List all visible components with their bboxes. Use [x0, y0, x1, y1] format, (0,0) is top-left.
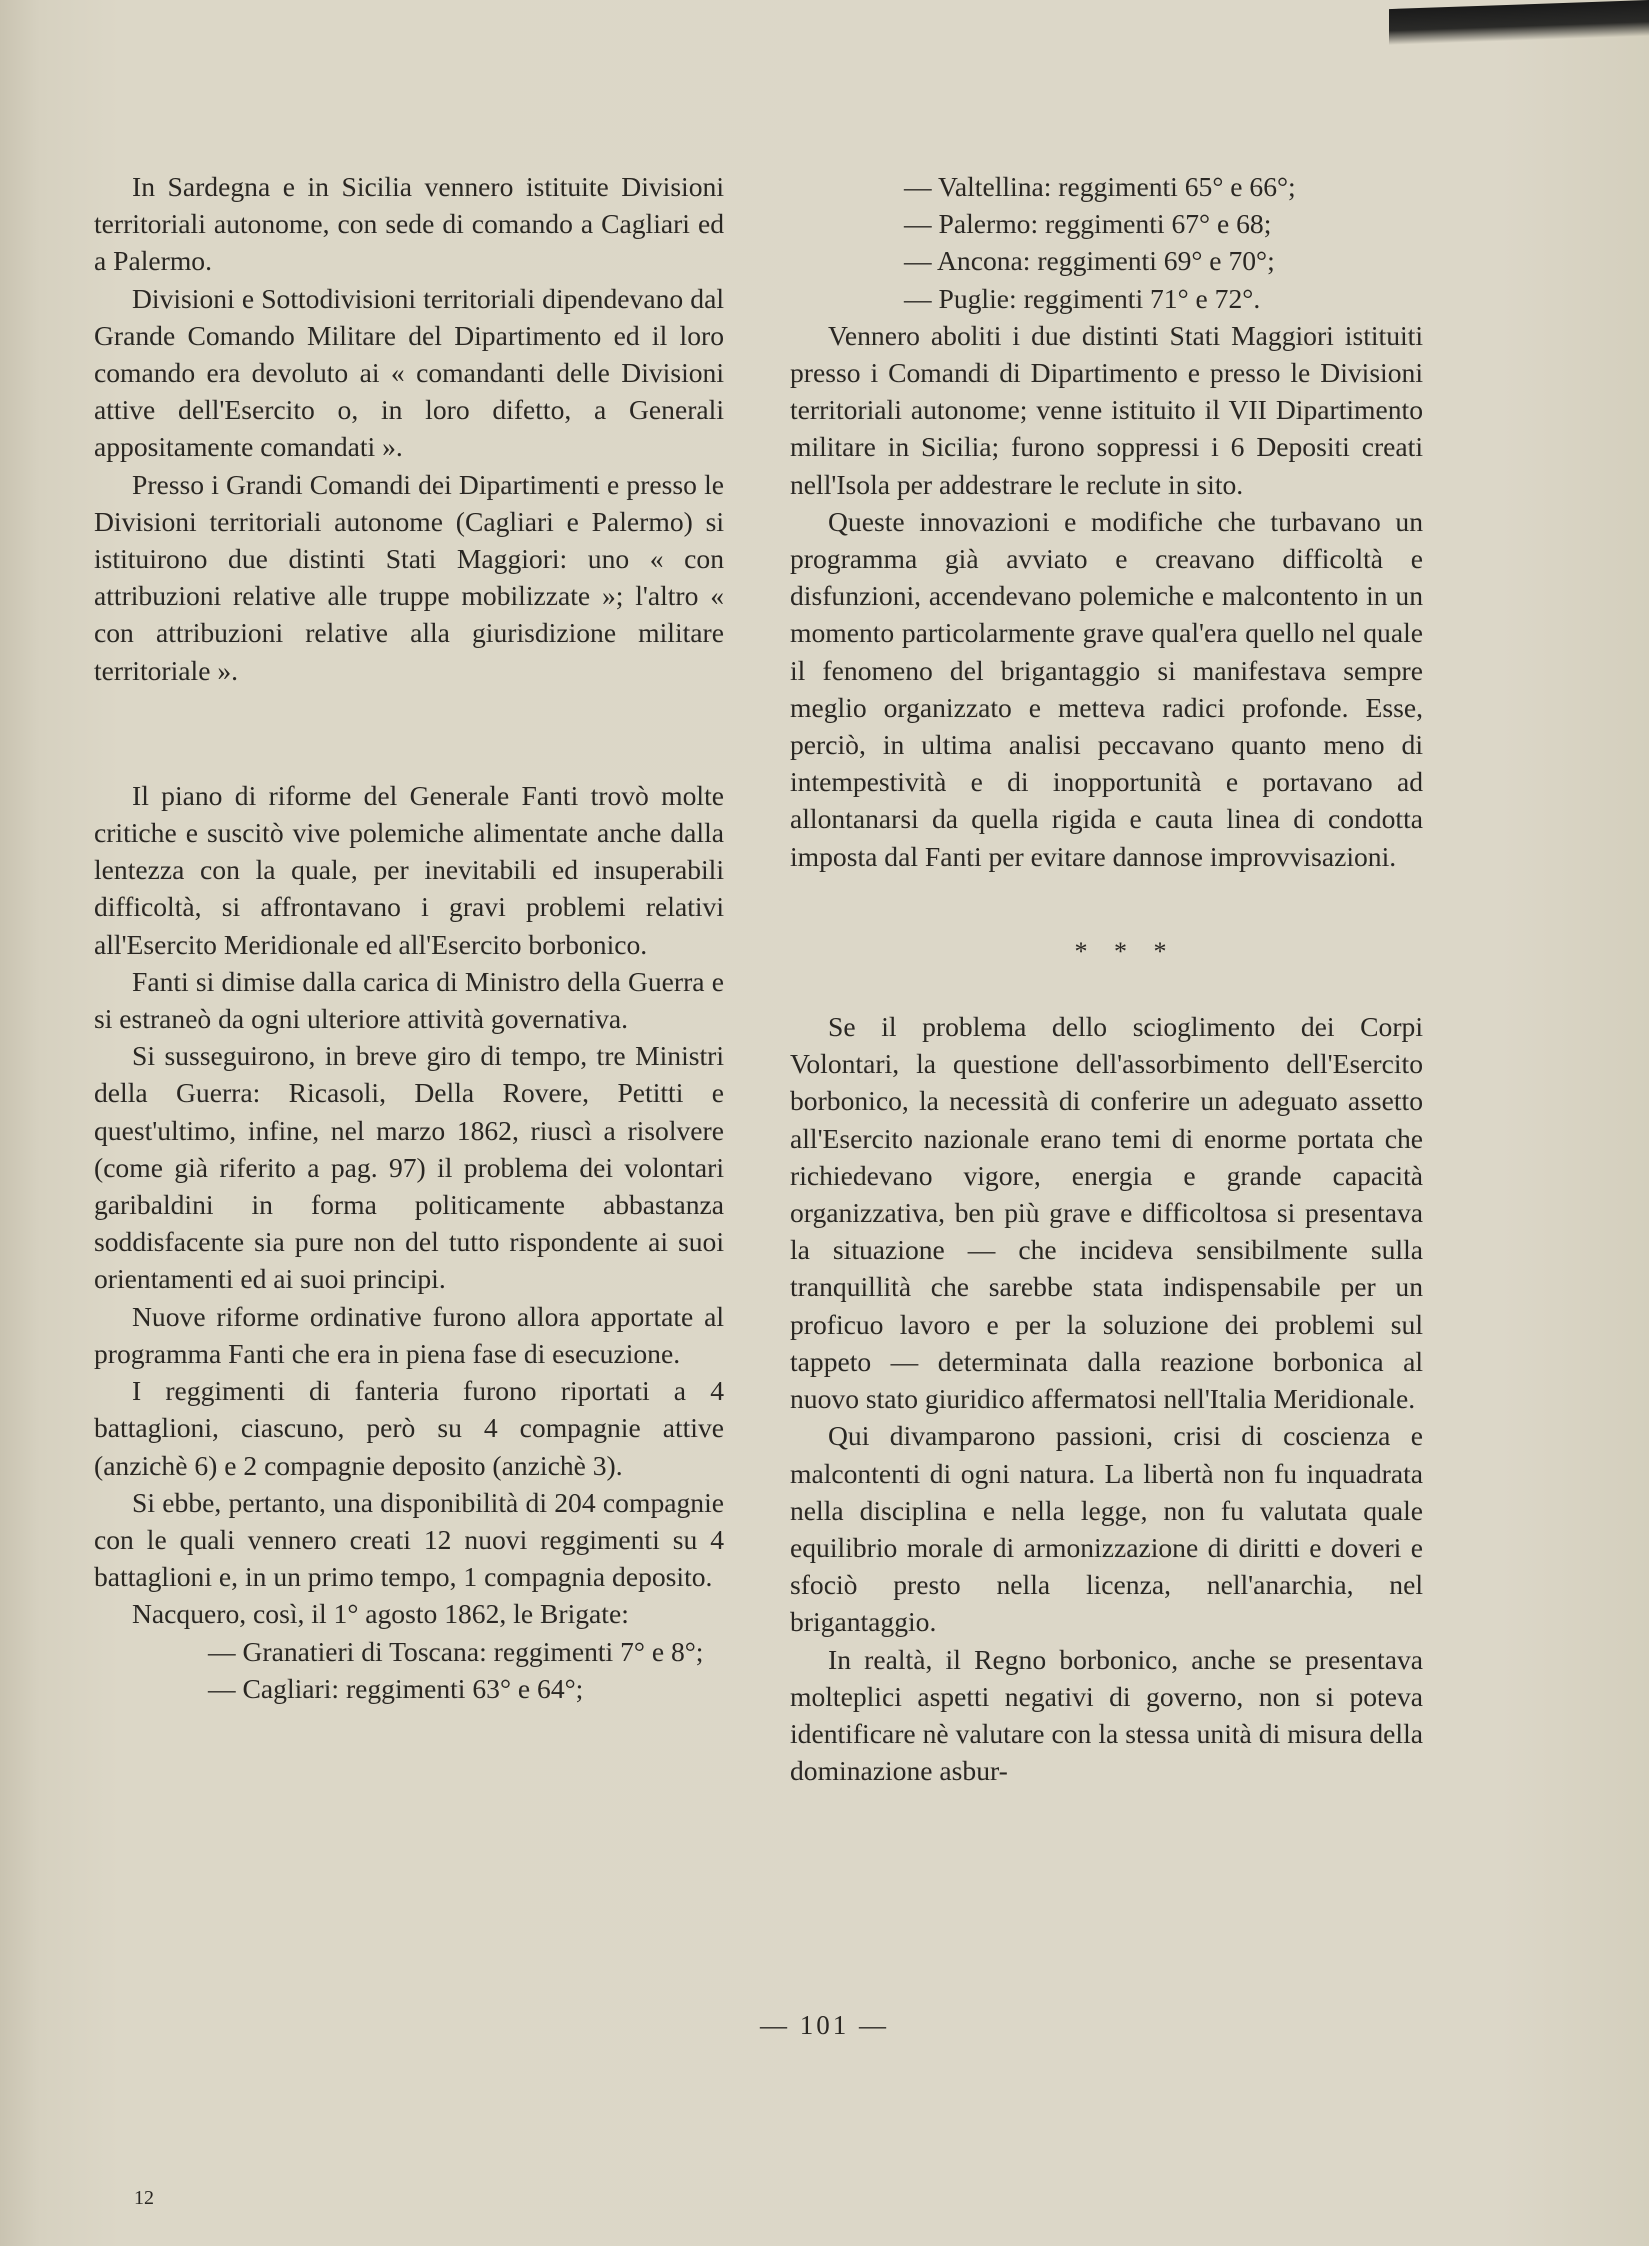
- paragraph: In realtà, il Regno borbonico, anche se presentava molteplici aspetti negativi di governo, non si poteva identificare nè valutare con la stessa unità di misura della dominazione asbur-: [790, 1643, 1423, 1787]
- paragraph: Se il problema dello scioglimento dei Corpi Volontari, la questione dell'assorbimento dell'Esercito borbonico, la necessità di conferire un adeguato assetto all'Esercito nazionale erano temi di enorme portata che richiedevano vigore, energia e grande capacità organizzativa, ben più grave e difficoltosa si presentava la situazione — che incideva sensibilmente sulla tranquillità che sarebbe stata indispensabile per un proficuo lavoro e per la soluzione dei problemi sul tappeto — determinata dalla reazione borbonica al nuovo stato giuridico affermatosi nell'Italia Meridionale.: [790, 1011, 1423, 1415]
- section-gap: [790, 970, 1423, 1008]
- paragraph: Si ebbe, pertanto, una disponibilità di 204 compagnie con le quali vennero creati 12 nuovi reggimenti su 4 battaglioni e, in un primo tempo, 1 compagnia deposito.: [94, 1486, 724, 1593]
- signature-mark: 12: [134, 2187, 154, 2209]
- brigade-list-item: — Puglie: reggimenti 71° e 72°.: [904, 282, 1261, 314]
- brigade-list-item: — Palermo: reggimenti 67° e 68;: [904, 208, 1272, 240]
- right-column: [790, 168, 1423, 1789]
- brigade-list-item: — Valtellina: reggimenti 65° e 66°;: [904, 171, 1296, 202]
- paragraph: Divisioni e Sottodivisioni territoriali dipendevano dal Grande Comando Militare del Dipartimento ed il loro comando era devoluto ai « comandanti delle Divisioni attive dell'Esercito o, in loro difetto, a Generali appositamente comandati ».: [94, 282, 724, 463]
- paragraph: Si susseguirono, in breve giro di tempo, tre Ministri della Guerra: Ricasoli, Della Rovere, Petitti e quest'ultimo, infine, nel marzo 1862, riuscì a risolvere (come già riferito a pag. 97) il problema dei volontari garibaldini in forma politicamente abbastanza soddisfacente sia pure non del tutto rispondente ai suoi orientamenti ed ai suoi principi.: [94, 1040, 724, 1295]
- brigade-list-item: — Granatieri di Toscana: reggimenti 7° e 8°;: [208, 1635, 704, 1667]
- page-corner-shadow: [1389, 0, 1649, 45]
- paragraph: Nacquero, così, il 1° agosto 1862, le Brigate:: [132, 1598, 629, 1630]
- brigade-list-item: — Cagliari: reggimenti 63° e 64°;: [208, 1672, 584, 1704]
- paragraph: Il piano di riforme del Generale Fanti trovò molte critiche e suscitò vive polemiche alimentate anche dalla lentezza con la quale, per inevitabili ed insuperabili difficoltà, si affrontavano i gravi problemi relativi all'Esercito Meridionale ed all'Esercito borbonico.: [94, 779, 724, 960]
- paragraph: Fanti si dimise dalla carica di Ministro della Guerra e si estraneò da ogni ulteriore attività governativa.: [94, 965, 724, 1035]
- left-column: [94, 168, 724, 1707]
- page-number: — 101 —: [760, 2010, 889, 2040]
- paragraph: Presso i Grandi Comandi dei Dipartimenti e presso le Divisioni territoriali autonome (Cagliari e Palermo) si istituirono due distinti Stati Maggiori: uno « con attribuzioni relative alle truppe mobilizzate »; l'altro « con attribuzioni relative alla giurisdizione militare territoriale ».: [94, 468, 724, 686]
- paragraph: Nuove riforme ordinative furono allora apportate al programma Fanti che era in piena fase di esecuzione.: [94, 1300, 724, 1369]
- paragraph: Queste innovazioni e modifiche che turbavano un programma già avviato e creavano difficoltà e disfunzioni, accendevano polemiche e malcontento in un momento particolarmente grave qual'era quello nel quale il fenomeno del brigantaggio si manifestava sempre meglio organizzato e metteva radici profonde. Esse, perciò, in ultima analisi peccavano quanto meno di intempestività e di inopportunità e portavano ad allontanarsi da quella rigida e cauta linea di condotta imposta dal Fanti per evitare dannose improvvisazioni.: [790, 505, 1423, 872]
- brigade-list-item: — Ancona: reggimenti 69° e 70°;: [904, 245, 1275, 277]
- section-separator: * * *: [1074, 936, 1177, 966]
- section-gap: [94, 689, 724, 777]
- paragraph: In Sardegna e in Sicilia vennero istituite Divisioni territoriali autonome, con sede di comando a Cagliari ed a Palermo.: [94, 171, 724, 277]
- paragraph: Vennero aboliti i due distinti Stati Maggiori istituiti presso i Comandi di Dipartimento e presso le Divisioni territoriali autonome; venne istituito il VII Dipartimento militare in Sicilia; furono soppressi i 6 Depositi creati nell'Isola per addestrare le reclute in sito.: [790, 319, 1423, 500]
- paragraph: Qui divamparono passioni, crisi di coscienza e malcontenti di ogni natura. La libertà non fu inquadrata nella disciplina e nella legge, non fu valutata quale equilibrio morale di armonizzazione di diritti e doveri e sfociò presto nella licenza, nell'anarchia, nel brigantaggio.: [790, 1420, 1423, 1638]
- section-gap: [790, 875, 1423, 933]
- paragraph: I reggimenti di fanteria furono riportati a 4 battaglioni, ciascuno, però su 4 compagnie attive (anzichè 6) e 2 compagnie deposito (anzichè 3).: [94, 1375, 724, 1481]
